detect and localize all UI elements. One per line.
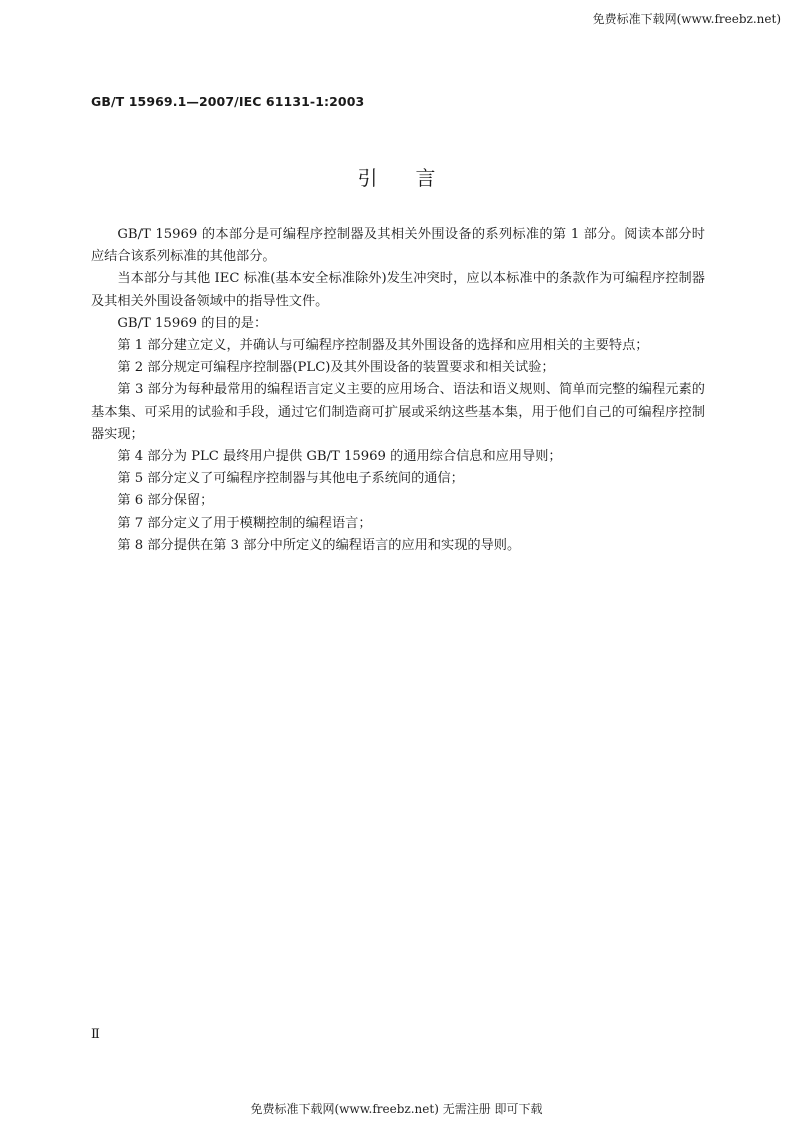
paragraph: GB/T 15969 的目的是：: [117, 315, 268, 331]
footer-watermark: 免费标准下载网(www.freebz.net) 无需注册 即可下载: [250, 1102, 543, 1116]
paragraph: 第 5 部分定义了可编程序控制器与其他电子系统间的通信；: [117, 471, 464, 487]
paragraph: 第 4 部分为 PLC 最终用户提供 GB/T 15969 的通用综合信息和应用导则；: [117, 449, 562, 465]
paragraph: 第 7 部分定义了用于模糊控制的编程语言；: [117, 515, 372, 531]
paragraph: 第 8 部分提供在第 3 部分中所定义的编程语言的应用和实现的导则。: [117, 537, 521, 553]
document-body: [91, 224, 705, 557]
page-number: Ⅱ: [91, 1027, 100, 1042]
paragraph: 第 1 部分建立定义，并确认与可编程序控制器及其外围设备的选择和应用相关的主要特点；: [117, 338, 649, 354]
standard-number: GB/T 15969.1—2007/IEC 61131-1:2003: [91, 94, 365, 109]
paragraph: 当本部分与其他 IEC 标准(基本安全标准除外)发生冲突时，应以本标准中的条款作为可编程序控制器及其相关外围设备领域中的指导性文件。: [91, 271, 705, 309]
paragraph: 第 2 部分规定可编程序控制器(PLC)及其外围设备的装置要求和相关试验；: [117, 360, 555, 376]
page-title: 引言: [357, 166, 474, 190]
header-watermark: 免费标准下载网(www.freebz.net): [592, 12, 781, 26]
paragraph: 第 6 部分保留；: [117, 493, 214, 509]
paragraph: 第 3 部分为每种最常用的编程语言定义主要的应用场合、语法和语义规则、简单而完整的编程元素的基本集、可采用的试验和手段，通过它们制造商可扩展或采纳这些基本集，用于他们自己的可编程序控制器实现；: [91, 382, 705, 442]
paragraph: GB/T 15969 的本部分是可编程序控制器及其相关外围设备的系列标准的第 1 部分。阅读本部分时应结合该系列标准的其他部分。: [91, 227, 705, 265]
